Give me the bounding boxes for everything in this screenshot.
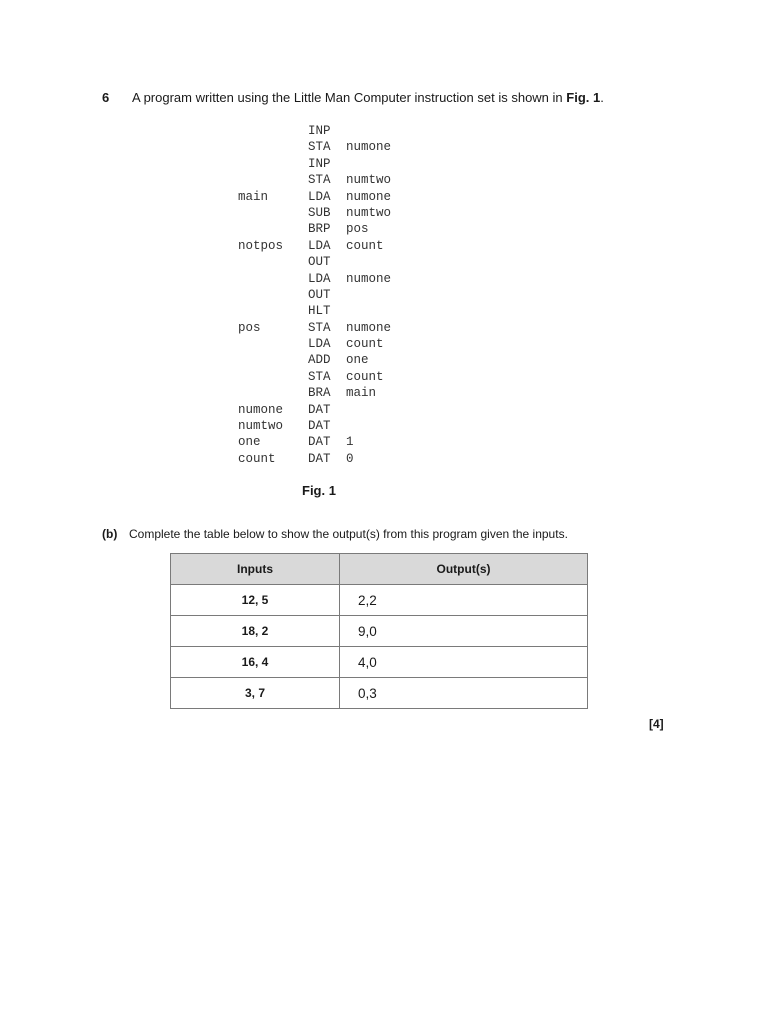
code-label: numtwo [238, 419, 284, 434]
part-b-label: (b) [102, 527, 118, 541]
code-opcode: SUB [308, 205, 331, 220]
question-figure-ref: Fig. 1 [566, 90, 601, 105]
code-label: numone [238, 402, 284, 417]
code-operand: count [346, 369, 384, 384]
code-line [238, 287, 391, 303]
code-line [238, 352, 391, 368]
inputs-cell: 18, 2 [171, 616, 340, 647]
code-opcode: STA [308, 173, 331, 188]
code-opcode: DAT [308, 419, 331, 434]
table-row [171, 678, 588, 709]
code-operand: numone [346, 271, 392, 286]
code-opcode: BRA [308, 386, 331, 401]
inputs-cell: 12, 5 [171, 585, 340, 616]
code-opcode: LDA [308, 189, 331, 204]
code-line [238, 254, 391, 270]
code-line [238, 369, 391, 385]
part-b-prompt [102, 527, 568, 541]
lmc-program-listing [238, 123, 391, 467]
code-line [238, 451, 391, 467]
code-line [238, 320, 391, 336]
code-operand: one [346, 353, 369, 368]
output-table [170, 553, 588, 709]
code-operand: numone [346, 189, 392, 204]
question-number: 6 [102, 90, 110, 105]
outputs-cell[interactable]: 2,2 [340, 585, 588, 616]
figure-caption: Fig. 1 [302, 483, 336, 498]
code-label: main [238, 189, 269, 204]
table-header-row [171, 554, 588, 585]
code-label: notpos [238, 238, 284, 253]
question-text [132, 90, 604, 105]
code-opcode: STA [308, 369, 331, 384]
outputs-cell[interactable]: 0,3 [340, 678, 588, 709]
code-opcode: ADD [308, 353, 331, 368]
code-line [238, 385, 391, 401]
code-line [238, 434, 391, 450]
code-line [238, 172, 391, 188]
code-operand: numone [346, 140, 392, 155]
code-opcode: OUT [308, 255, 331, 270]
code-label: pos [238, 320, 261, 335]
code-line [238, 221, 391, 237]
table-row [171, 647, 588, 678]
code-opcode: STA [308, 140, 331, 155]
code-operand: count [346, 238, 384, 253]
code-label: count [238, 451, 276, 466]
code-line [238, 205, 391, 221]
code-operand: main [346, 386, 377, 401]
code-label: one [238, 435, 261, 450]
code-opcode: INP [308, 124, 331, 138]
code-opcode: LDA [308, 271, 331, 286]
code-line [238, 271, 391, 287]
outputs-cell[interactable]: 9,0 [340, 616, 588, 647]
code-line [238, 238, 391, 254]
code-operand: numtwo [346, 205, 392, 220]
code-line [238, 336, 391, 352]
code-opcode: DAT [308, 402, 331, 417]
code-line [238, 139, 391, 155]
code-line [238, 402, 391, 418]
code-opcode: BRP [308, 222, 331, 237]
marks-allocation: [4] [649, 717, 664, 731]
code-opcode: STA [308, 320, 331, 335]
code-line [238, 123, 391, 139]
code-operand: 1 [346, 435, 354, 450]
code-operand: numone [346, 320, 392, 335]
header-inputs: Inputs [171, 554, 340, 585]
code-line [238, 156, 391, 172]
part-b-text: Complete the table below to show the output(s) from this program given the inputs. [129, 527, 568, 541]
code-operand: 0 [346, 451, 354, 466]
inputs-cell: 3, 7 [171, 678, 340, 709]
code-opcode: DAT [308, 451, 331, 466]
code-line [238, 189, 391, 205]
table-row [171, 616, 588, 647]
code-operand: numtwo [346, 173, 392, 188]
code-opcode: LDA [308, 238, 331, 253]
header-outputs: Output(s) [340, 554, 588, 585]
table-row [171, 585, 588, 616]
code-opcode: OUT [308, 287, 331, 302]
code-opcode: LDA [308, 337, 331, 352]
code-line [238, 418, 391, 434]
code-operand: count [346, 337, 384, 352]
inputs-cell: 16, 4 [171, 647, 340, 678]
code-opcode: HLT [308, 304, 331, 319]
question-text-start: A program written using the Little Man Computer instruction set is shown in [132, 90, 567, 105]
code-opcode: DAT [308, 435, 331, 450]
question-text-end: . [600, 90, 604, 105]
outputs-cell[interactable]: 4,0 [340, 647, 588, 678]
code-opcode: INP [308, 156, 331, 171]
code-operand: pos [346, 222, 369, 237]
code-line [238, 303, 391, 319]
